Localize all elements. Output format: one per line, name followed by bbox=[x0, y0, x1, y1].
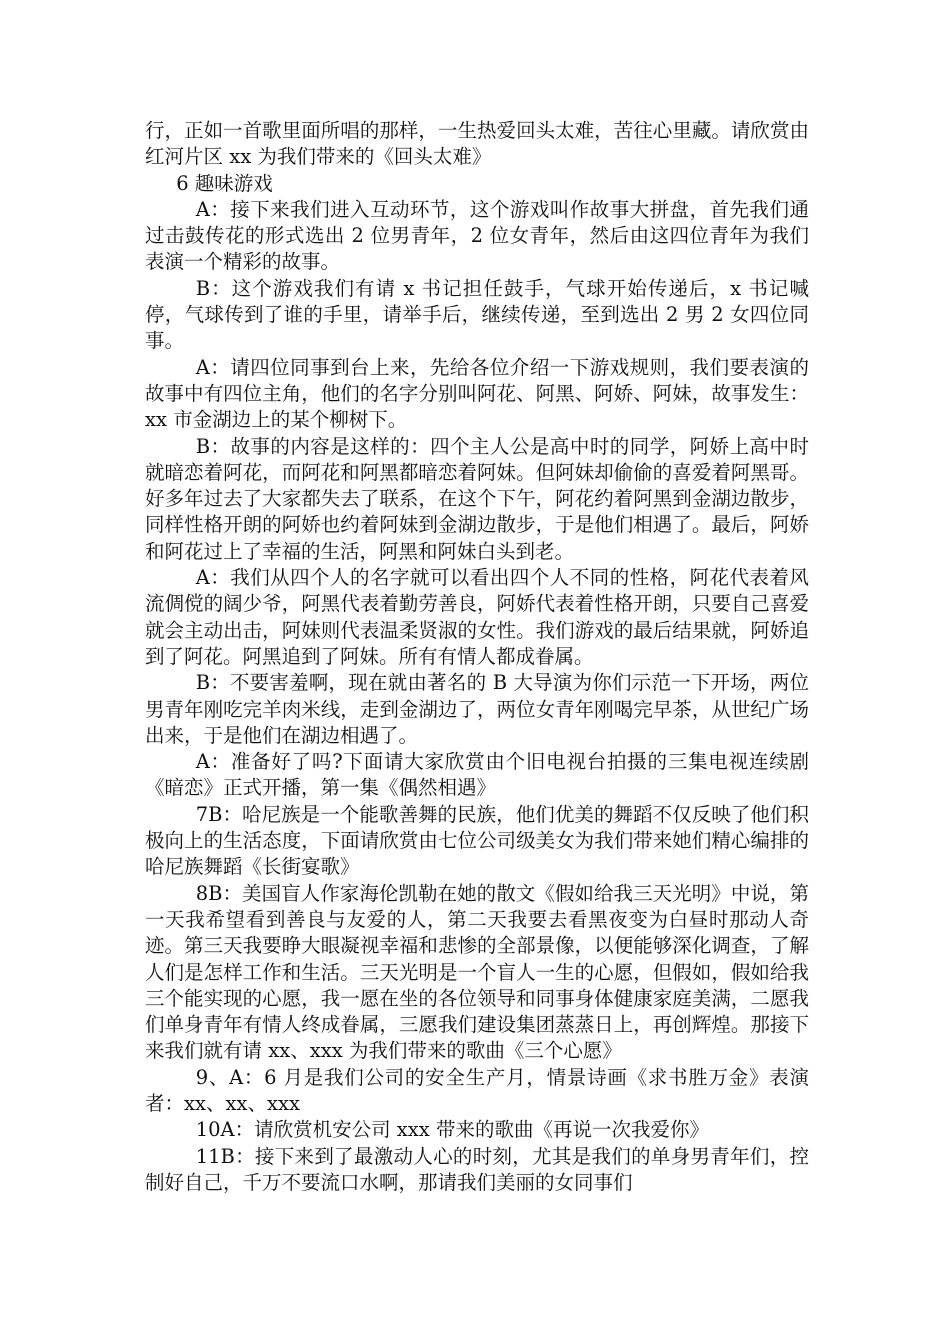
paragraph: 7B：哈尼族是一个能歌善舞的民族，他们优美的舞蹈不仅反映了他们积极向上的生活态度，下面请欣赏由七位公司级美女为我们带来她们精心编排的哈尼族舞蹈《长街宴歌》 bbox=[145, 802, 809, 879]
document-page bbox=[145, 118, 809, 1196]
paragraph: 10A：请欣赏机安公司 xxx 带来的歌曲《再说一次我爱你》 bbox=[195, 1118, 709, 1142]
paragraph: A：接下来我们进入互动环节，这个游戏叫作故事大拼盘，首先我们通过击鼓传花的形式选出 2 位男青年，2 位女青年，然后由这四位青年为我们表演一个精彩的故事。 bbox=[145, 197, 809, 274]
paragraph: B：故事的内容是这样的：四个主人公是高中时的同学，阿娇上高中时就暗恋着阿花，而阿花和阿黑都暗恋着阿妹。但阿妹却偷偷的喜爱着阿黑哥。好多年过去了大家都失去了联系，在这个下午，阿花约着阿黑到金湖边散步，同样性格开朗的阿娇也约着阿妹到金湖边散步，于是他们相遇了。最后，阿娇和阿花过上了幸福的生活，阿黑和阿妹白头到老。 bbox=[145, 434, 809, 563]
paragraph: A：请四位同事到台上来，先给各位介绍一下游戏规则，我们要表演的故事中有四位主角，他们的名字分别叫阿花、阿黑、阿娇、阿妹，故事发生：xx 市金湖边上的某个柳树下。 bbox=[145, 355, 809, 432]
paragraph: 9、A：6 月是我们公司的安全生产月，情景诗画《求书胜万金》表演者：xx、xx、xxx bbox=[145, 1065, 809, 1115]
paragraph: A：我们从四个人的名字就可以看出四个人不同的性格，阿花代表着风流倜傥的阔少爷，阿黑代表着勤劳善良，阿娇代表着性格开朗，只要自己喜爱就会主动出击，阿妹则代表温柔贤淑的女性。我们游戏的最后结果就，阿娇追到了阿花。阿黑追到了阿妹。所有有情人都成眷属。 bbox=[145, 566, 809, 668]
paragraph: 11B：接下来到了最激动人心的时刻，尤其是我们的单身男青年们，控制好自己，千万不要流口水啊，那请我们美丽的女同事们 bbox=[145, 1144, 809, 1194]
paragraph-intro: 行，正如一首歌里面所唱的那样，一生热爱回头太难，苦往心里藏。请欣赏由红河片区 xx 为我们带来的《回头太难》 bbox=[145, 119, 809, 169]
paragraph: A：准备好了吗?下面请大家欣赏由个旧电视台拍摄的三集电视连续剧《暗恋》正式开播，第一集《偶然相遇》 bbox=[145, 750, 809, 800]
paragraph: 8B：美国盲人作家海伦凯勒在她的散文《假如给我三天光明》中说，第一天我希望看到善良与友爱的人，第二天我要去看黑夜变为白昼时那动人奇迹。第三天我要睁大眼凝视幸福和悲惨的全部景像，以便能够深化调查，了解人们是怎样工作和生活。三天光明是一个盲人一生的心愿，但假如，假如给我三个能实现的心愿，我一愿在坐的各位领导和同事身体健康家庭美满，二愿我们单身青年有情人终成眷属，三愿我们建设集团蒸蒸日上，再创辉煌。那接下来我们就有请 xx、xxx 为我们带来的歌曲《三个心愿》 bbox=[145, 881, 809, 1063]
paragraph: B：这个游戏我们有请 x 书记担任鼓手，气球开始传递后，x 书记喊停，气球传到了谁的手里，请举手后，继续传递，至到选出 2 男 2 女四位同事。 bbox=[145, 276, 809, 353]
paragraph: B：不要害羞啊，现在就由著名的 B 大导演为你们示范一下开场，两位男青年刚吃完羊肉米线，走到金湖边了，两位女青年刚喝完早茶，从世纪广场出来，于是他们在湖边相遇了。 bbox=[145, 671, 809, 747]
section-heading: 6 趣味游戏 bbox=[176, 171, 273, 195]
